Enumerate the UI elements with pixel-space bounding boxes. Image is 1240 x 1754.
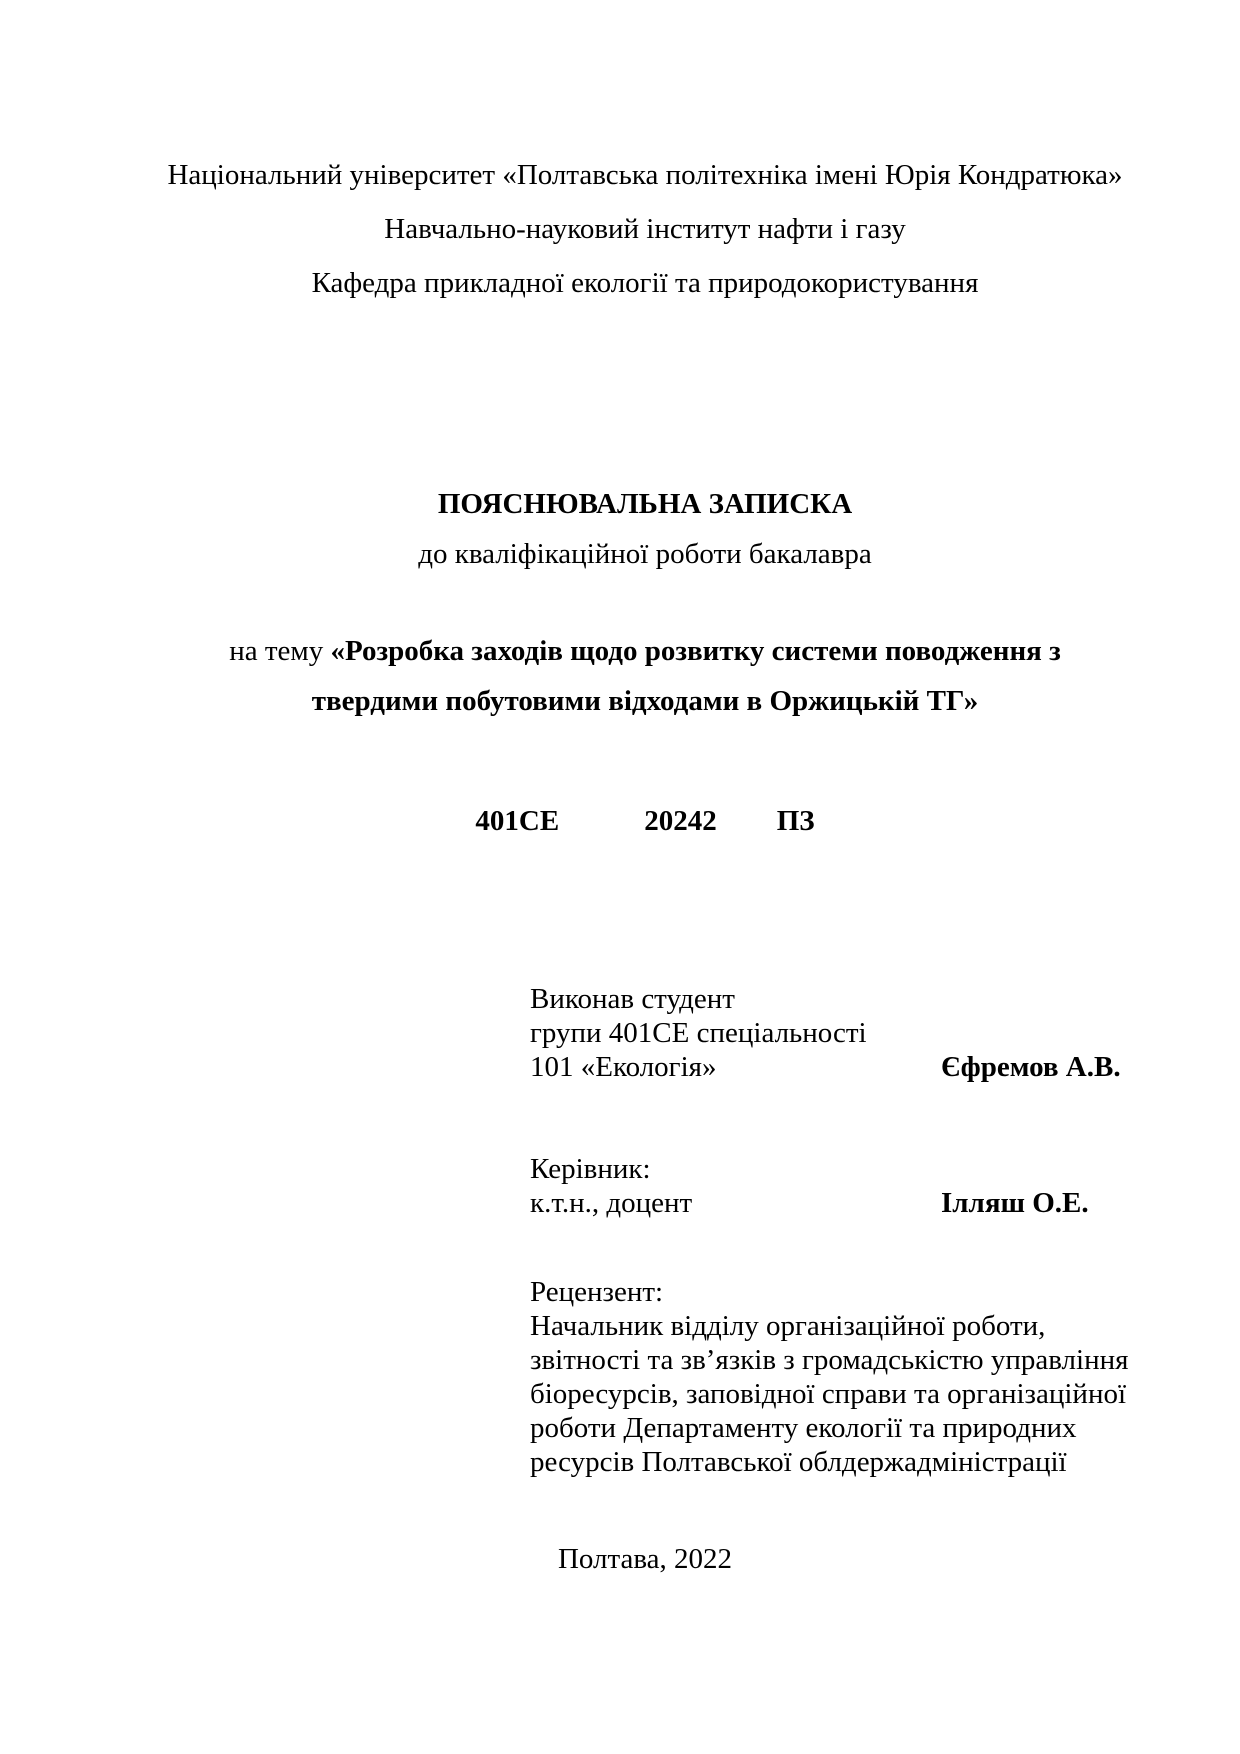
university-name: Національний університет «Полтавська політехніка імені Юрія Кондратюка» (167, 159, 1123, 191)
group-code: 401СЕ (475, 805, 560, 837)
supervisor-label: Керівник: (530, 1153, 651, 1185)
place-year: Полтава, 2022 (557, 1543, 733, 1575)
supervisor-position: к.т.н., доцент (530, 1187, 693, 1219)
supervisor-name: Ілляш О.Е. (941, 1187, 1089, 1219)
institute-name: Навчально-науковий інститут нафти і газу (384, 213, 906, 245)
theme-prefix: на тему (229, 635, 331, 667)
performer-specialty: 101 «Екологія» (530, 1051, 717, 1083)
reviewer-description-line-5: ресурсів Полтавської облдержадміністрації (530, 1446, 1067, 1478)
document-number: 20242 (644, 805, 717, 837)
reviewer-description-line-1: Начальник відділу організаційної роботи, (530, 1310, 1046, 1342)
reviewer-block (530, 1275, 1130, 1479)
performer-line-1: Виконав студент (530, 983, 735, 1015)
document-type-code: ПЗ (776, 805, 815, 837)
performer-line-3 (530, 1050, 1130, 1084)
reviewer-description-line-2: звітності та зв’язків з громадськістю управління (530, 1344, 1129, 1376)
theme-title-part-1: «Розробка заходів щодо розвитку системи поводження з (330, 635, 1061, 667)
theme-line-2: твердими побутовими відходами в Оржицькій ТГ» (311, 685, 979, 717)
reviewer-description-line-3: біоресурсів, заповідної справи та організаційної (530, 1378, 1127, 1410)
reviewer-label: Рецензент: (530, 1276, 664, 1308)
supervisor-block (530, 1152, 1130, 1220)
document-code-line (150, 804, 1140, 838)
theme-line-1 (150, 634, 1140, 668)
supervisor-line (530, 1186, 1130, 1220)
performer-line-2: групи 401СЕ спеціальності (530, 1017, 867, 1049)
performer-name: Єфремов А.В. (941, 1051, 1121, 1083)
reviewer-description-line-4: роботи Департаменту екології та природних (530, 1412, 1077, 1444)
department-name: Кафедра прикладної екології та природокористування (311, 267, 979, 299)
performer-block (530, 982, 1130, 1084)
document-title: ПОЯСНЮВАЛЬНА ЗАПИСКА (437, 488, 853, 520)
document-subtitle: до кваліфікаційної роботи бакалавра (418, 538, 872, 570)
